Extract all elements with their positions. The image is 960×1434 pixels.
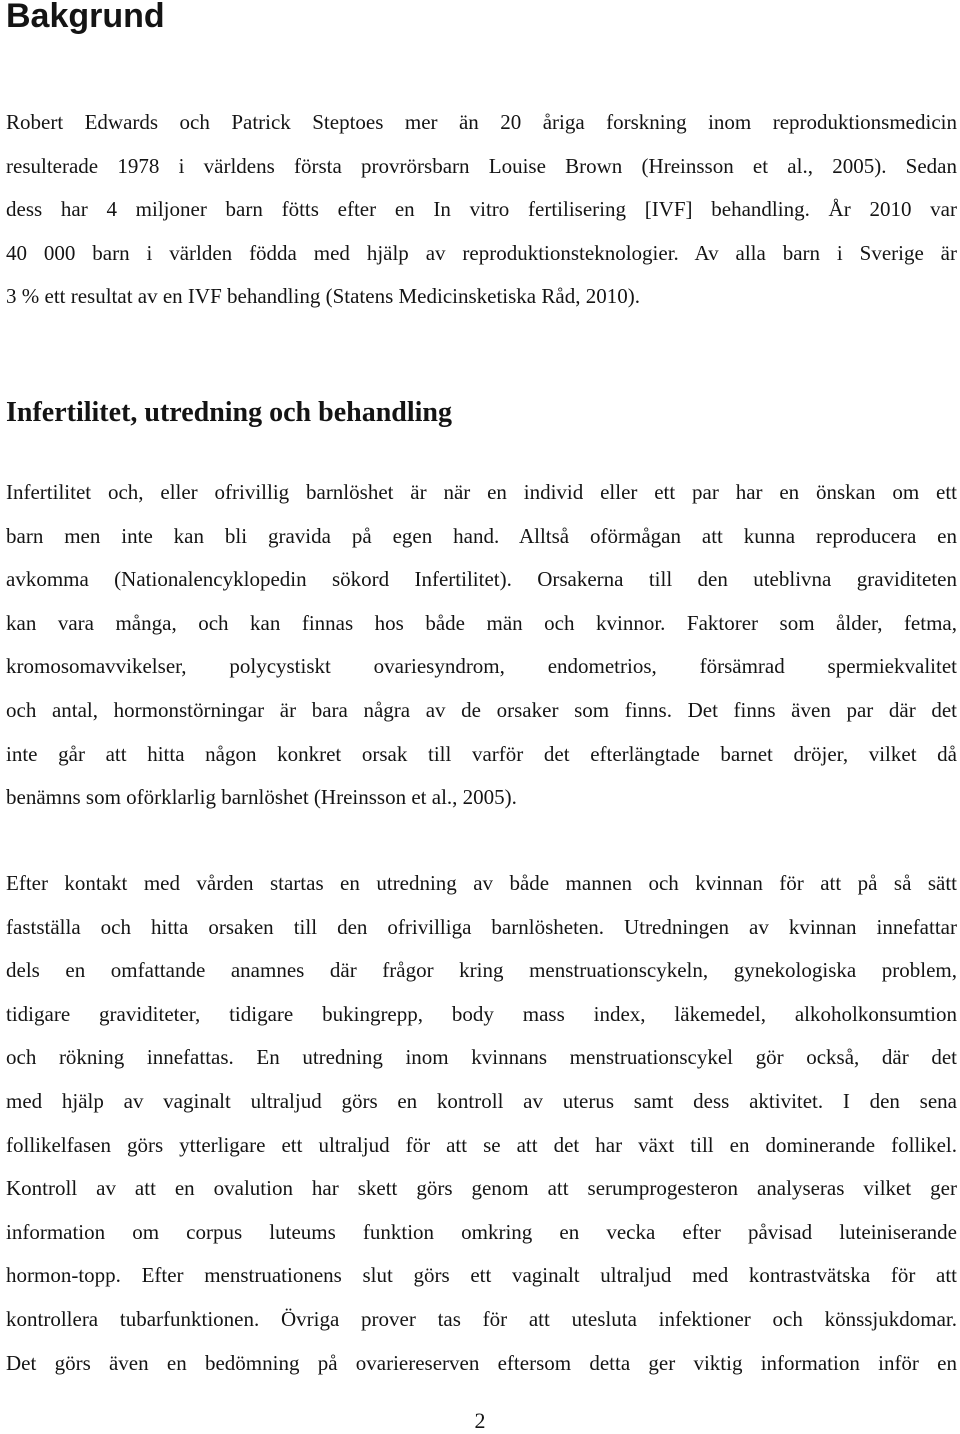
paragraph-line: 3 % ett resultat av en IVF behandling (Statens Medicinsketiska Råd, 2010). <box>6 284 640 309</box>
paragraph-line: resulterade 1978 i världens första provrörsbarn Louise Brown (Hreinsson et al., 2005). Sedan <box>6 153 957 178</box>
section-paragraph-2 <box>6 862 957 1385</box>
paragraph-line: Efter kontakt med vården startas en utredning av både mannen och kvinnan för att på så sätt <box>6 871 957 895</box>
paragraph-line: information om corpus luteums funktion omkring en vecka efter påvisad luteiniserande <box>6 1219 957 1244</box>
paragraph-line: hormon-topp. Efter menstruationens slut görs ett vaginalt ultraljud med kontrastvätska för att <box>6 1263 957 1288</box>
page-title: Bakgrund <box>6 0 165 35</box>
paragraph-line: Robert Edwards och Patrick Steptoes mer än 20 åriga forskning inom reproduktionsmedicin <box>6 110 957 134</box>
paragraph-line: kan vara många, och kan finnas hos både män och kvinnor. Faktorer som ålder, fetma, <box>6 610 957 635</box>
paragraph-line: kromosomavvikelser, polycystiskt ovariesyndrom, endometrios, försämrad spermiekvalitet <box>6 654 957 679</box>
paragraph-line: dels en omfattande anamnes där frågor kring menstruationscykeln, gynekologiska problem, <box>6 958 957 983</box>
paragraph-line: benämns som oförklarlig barnlöshet (Hreinsson et al., 2005). <box>6 785 517 810</box>
paragraph-line: kontrollera tubarfunktionen. Övriga prover tas för att utesluta infektioner och könssjukdomar. <box>6 1306 957 1331</box>
paragraph-line: tidigare graviditeter, tidigare bukingrepp, body mass index, läkemedel, alkoholkonsumtion <box>6 1001 957 1026</box>
paragraph-line: Det görs även en bedömning på ovariereserven eftersom detta ger viktig information inför en <box>6 1350 957 1375</box>
page-number: 2 <box>474 1408 486 1433</box>
paragraph-line: Kontroll av att en ovalution har skett görs genom att serumprogesteron analyseras vilket ger <box>6 1176 957 1201</box>
paragraph-line: avkomma (Nationalencyklopedin sökord Infertilitet). Orsakerna till den uteblivna graviditeten <box>6 567 957 592</box>
paragraph-line: med hjälp av vaginalt ultraljud görs en kontroll av uterus samt dess aktivitet. I den sena <box>6 1088 957 1113</box>
section-heading: Infertilitet, utredning och behandling <box>6 397 452 428</box>
paragraph-line: inte går att hitta någon konkret orsak till varför det efterlängtade barnet dröjer, vilket då <box>6 741 957 766</box>
section-paragraph-1 <box>6 471 957 820</box>
paragraph-line: och rökning innefattas. En utredning inom kvinnans menstruationscykel gör också, där det <box>6 1045 957 1070</box>
paragraph-line: 40 000 barn i världen födda med hjälp av reproduktionsteknologier. Av alla barn i Sverige är <box>6 240 957 265</box>
paragraph-line: follikelfasen görs ytterligare ett ultraljud för att se att det har växt till en dominerande follikel. <box>6 1132 957 1157</box>
paragraph-line: och antal, hormonstörningar är bara några av de orsaker som finns. Det finns även par där det <box>6 697 957 722</box>
intro-paragraph <box>6 101 957 319</box>
paragraph-line: dess har 4 miljoner barn fötts efter en In vitro fertilisering [IVF] behandling. År 2010 var <box>6 197 957 222</box>
paragraph-line: Infertilitet och, eller ofrivillig barnlöshet är när en individ eller ett par har en önskan om ett <box>6 480 957 504</box>
paragraph-line: barn men inte kan bli gravida på egen hand. Alltså oförmågan att kunna reproducera en <box>6 523 957 548</box>
paragraph-line: fastställa och hitta orsaken till den ofrivilliga barnlösheten. Utredningen av kvinnan innefattar <box>6 914 957 939</box>
